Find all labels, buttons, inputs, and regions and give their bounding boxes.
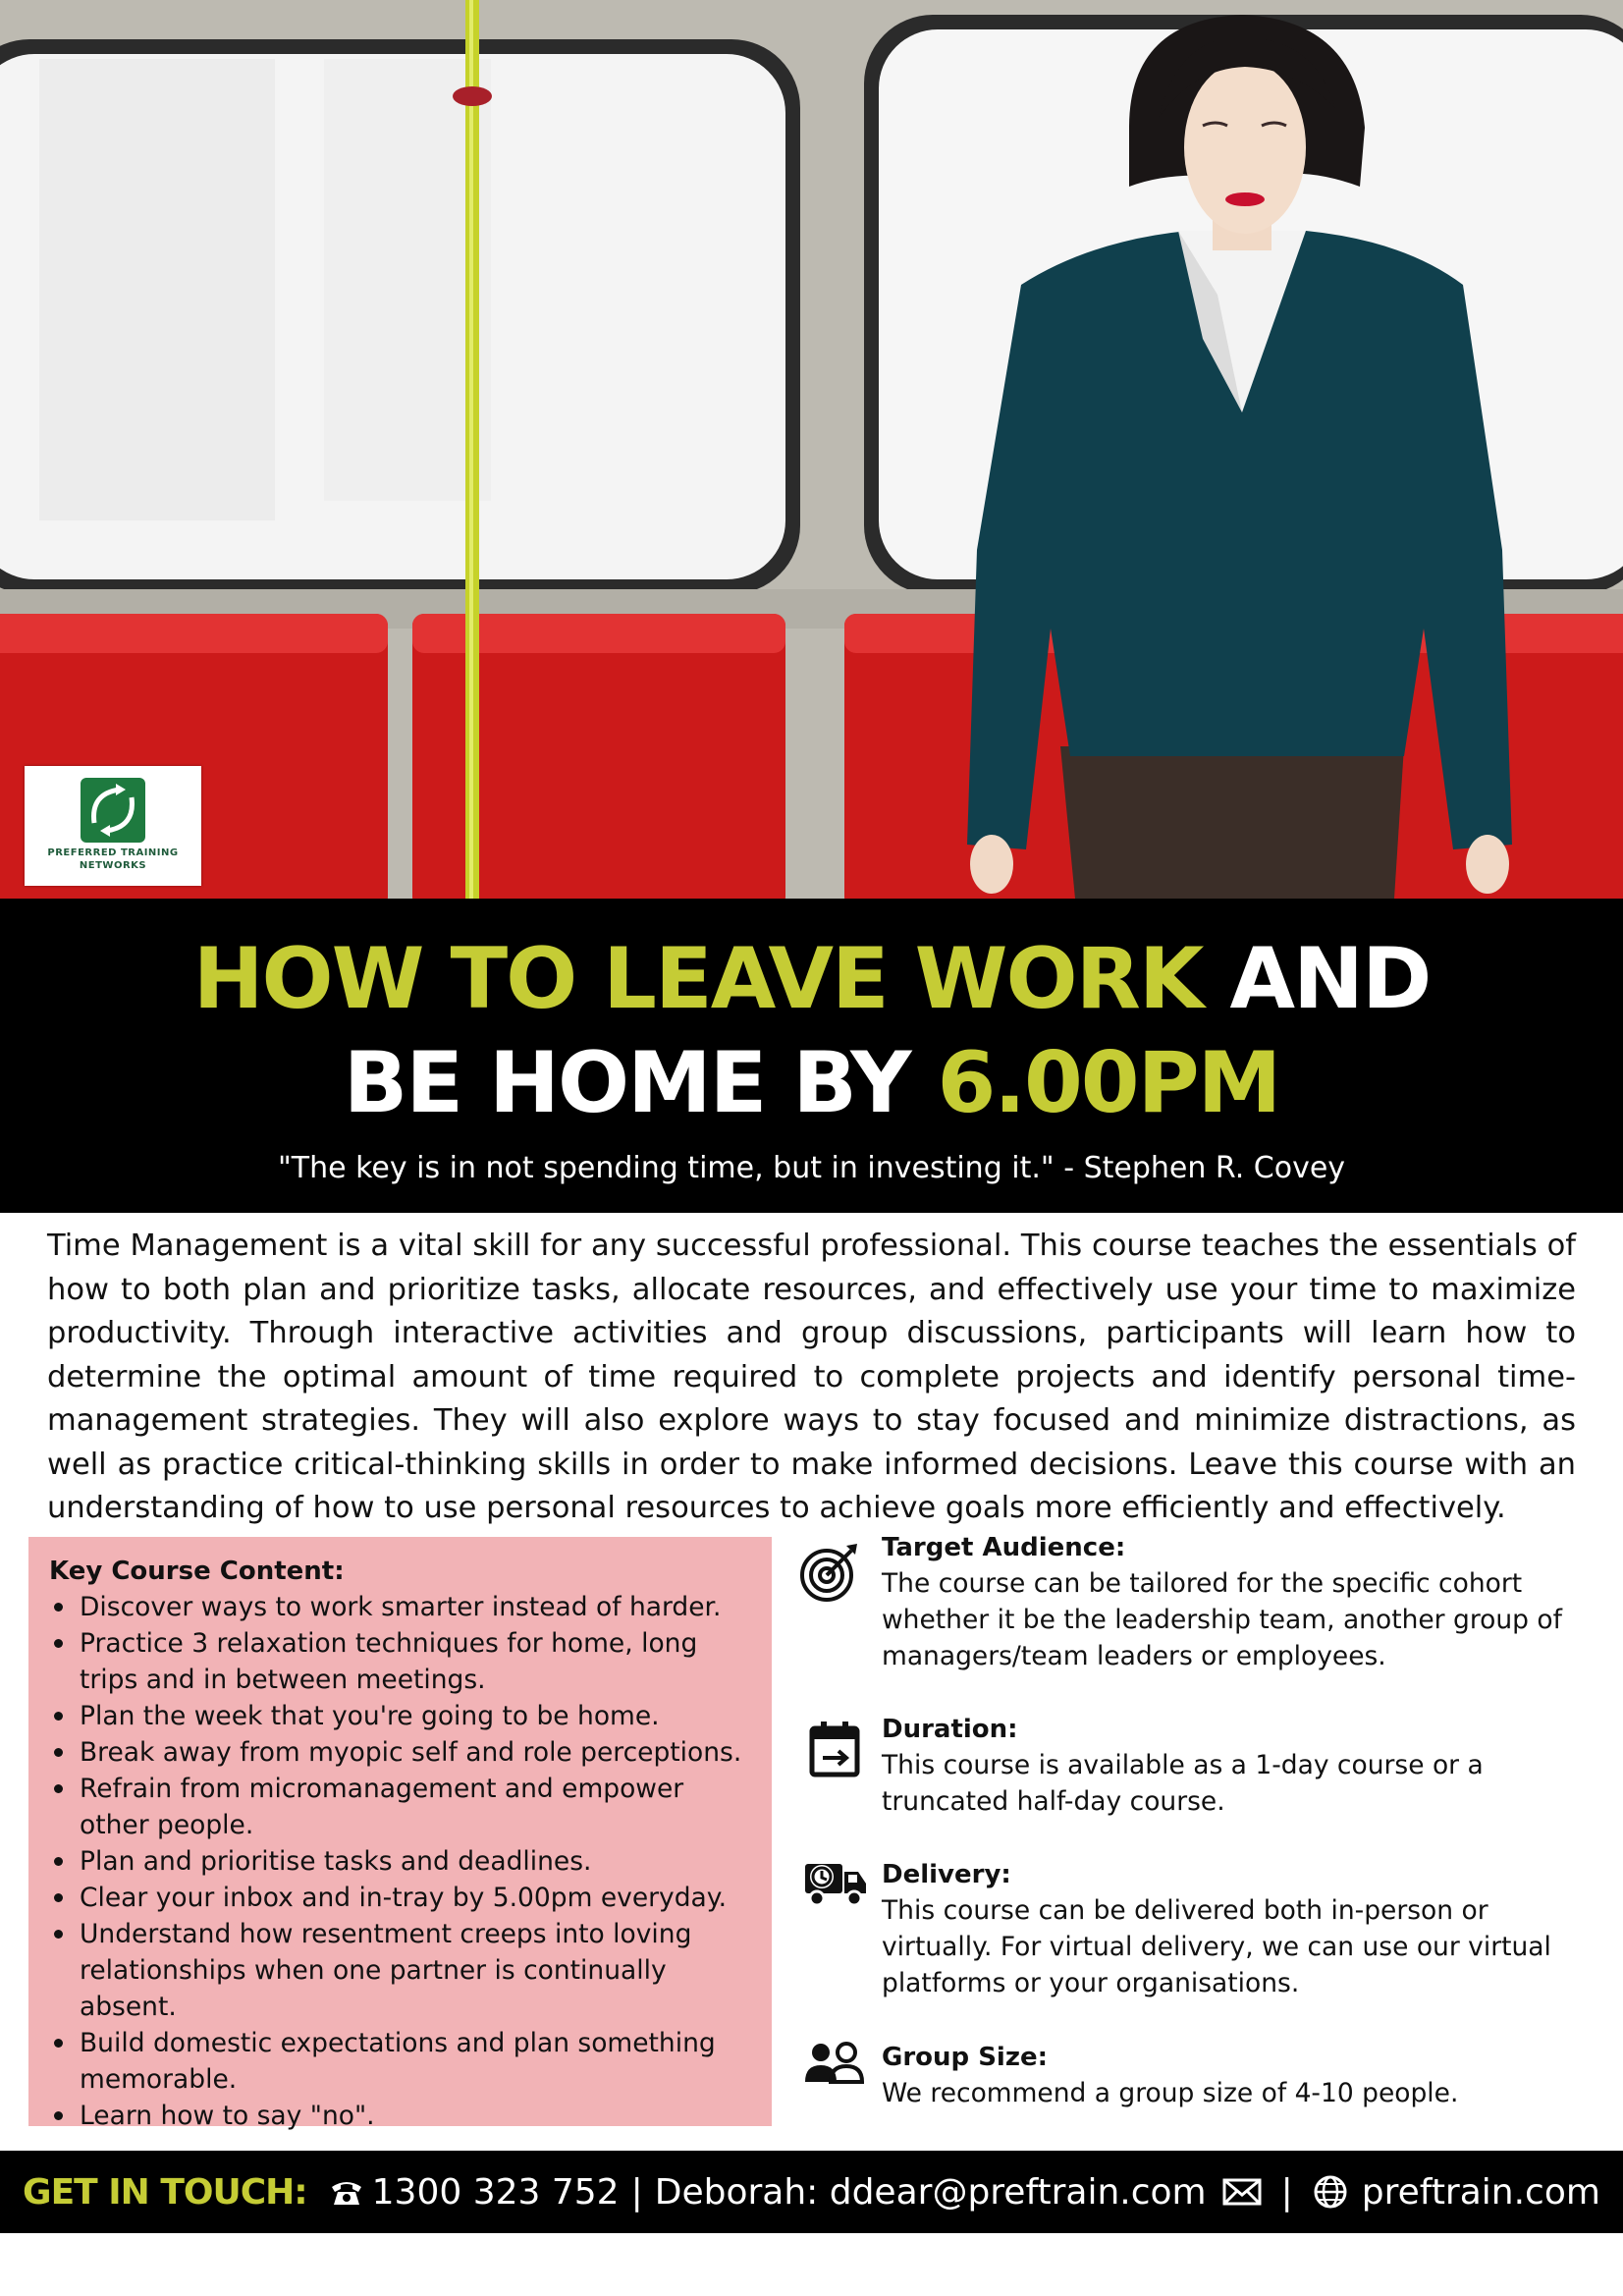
list-item: Break away from myopic self and role perceptions. [48,1734,752,1771]
website-link[interactable]: preftrain.com [1361,2171,1600,2213]
delivery-truck-icon [803,1856,868,1907]
title-highlight-1: HOW TO LEAVE WORK [192,930,1203,1028]
delivery-body: This course can be delivered both in-person or virtually. For virtual delivery, we can use our virtual platforms or your organisations. [882,1895,1551,1998]
logo-text-line2: NETWORKS [79,860,147,871]
footer-separator: | [630,2171,643,2213]
title-banner [0,899,1623,1213]
list-item: Understand how resentment creeps into loving relationships when one partner is continually absent. [48,1916,752,2025]
list-item: Plan the week that you're going to be home. [48,1698,752,1734]
group-body: We recommend a group size of 4-10 people. [882,2078,1459,2108]
key-content-title: Key Course Content: [49,1557,345,1586]
commuter-illustration [0,0,1623,899]
company-logo [25,766,201,886]
list-item: Refrain from micromanagement and empower other people. [48,1771,752,1843]
email-icon [1222,2177,1262,2207]
calendar-icon [809,1721,860,1777]
logo-text [25,847,201,872]
phone-number[interactable]: 1300 323 752 [371,2171,620,2213]
footer-label: GET IN TOUCH: [23,2171,307,2213]
audience-section [882,1530,1589,1674]
list-item: Clear your inbox and in-tray by 5.00pm everyday. [48,1880,752,1916]
title-white-1: AND [1229,930,1431,1028]
quote: "The key is in not spending time, but in investing it." - Stephen R. Covey [277,1151,1346,1185]
title-line-2 [0,1034,1623,1132]
contact-footer [0,2151,1623,2233]
people-icon [803,2041,868,2088]
audience-title: Target Audience: [882,1533,1126,1562]
duration-title: Duration: [882,1715,1018,1744]
group-title: Group Size: [882,2043,1048,2072]
list-item: Discover ways to work smarter instead of harder. [48,1589,752,1625]
delivery-section [882,1857,1589,2001]
footer-separator: | [1280,2171,1293,2213]
audience-body: The course can be tailored for the specific cohort whether it be the leadership team, another group of managers/team leaders or employees. [882,1568,1562,1671]
key-content-list [48,1589,752,2134]
list-item: Practice 3 relaxation techniques for home, long trips and in between meetings. [48,1625,752,1698]
title-white-2: BE HOME BY [343,1034,910,1132]
list-item: Build domestic expectations and plan something memorable. [48,2025,752,2098]
duration-section [882,1712,1589,1820]
hero-illustration [0,0,1623,899]
delivery-title: Delivery: [882,1860,1011,1889]
contact-email[interactable]: Deborah: ddear@preftrain.com [654,2171,1207,2213]
logo-text-line1: PREFERRED TRAINING [47,847,179,858]
list-item: Learn how to say "no". [48,2098,752,2134]
duration-body: This course is available as a 1-day course or a truncated half-day course. [882,1750,1484,1817]
title-line-1 [0,930,1623,1028]
globe-icon [1313,2174,1348,2210]
list-item: Plan and prioritise tasks and deadlines. [48,1843,752,1880]
target-icon [797,1540,862,1605]
group-section [882,2040,1589,2111]
key-content-panel [28,1537,772,2131]
phone-icon [329,2177,364,2207]
intro-paragraph: Time Management is a vital skill for any successful professional. This course teaches the essentials of how to both plan and prioritize tasks, allocate resources, and effectively use your time to maximize productivity. Through interactive activities and group discussions, participants will learn how to determine the optimal amount of time required to complete projects and identify personal time-management strategies. They will also explore ways to stay focused and minimize distractions, as well as practice critical-thinking skills in order to make informed decisions. Leave this course with an understanding of how to use personal resources to achieve goals more efficiently and effectively. [47,1229,1576,1525]
title-highlight-2: 6.00PM [937,1034,1280,1132]
logo-mark-icon [81,778,145,843]
